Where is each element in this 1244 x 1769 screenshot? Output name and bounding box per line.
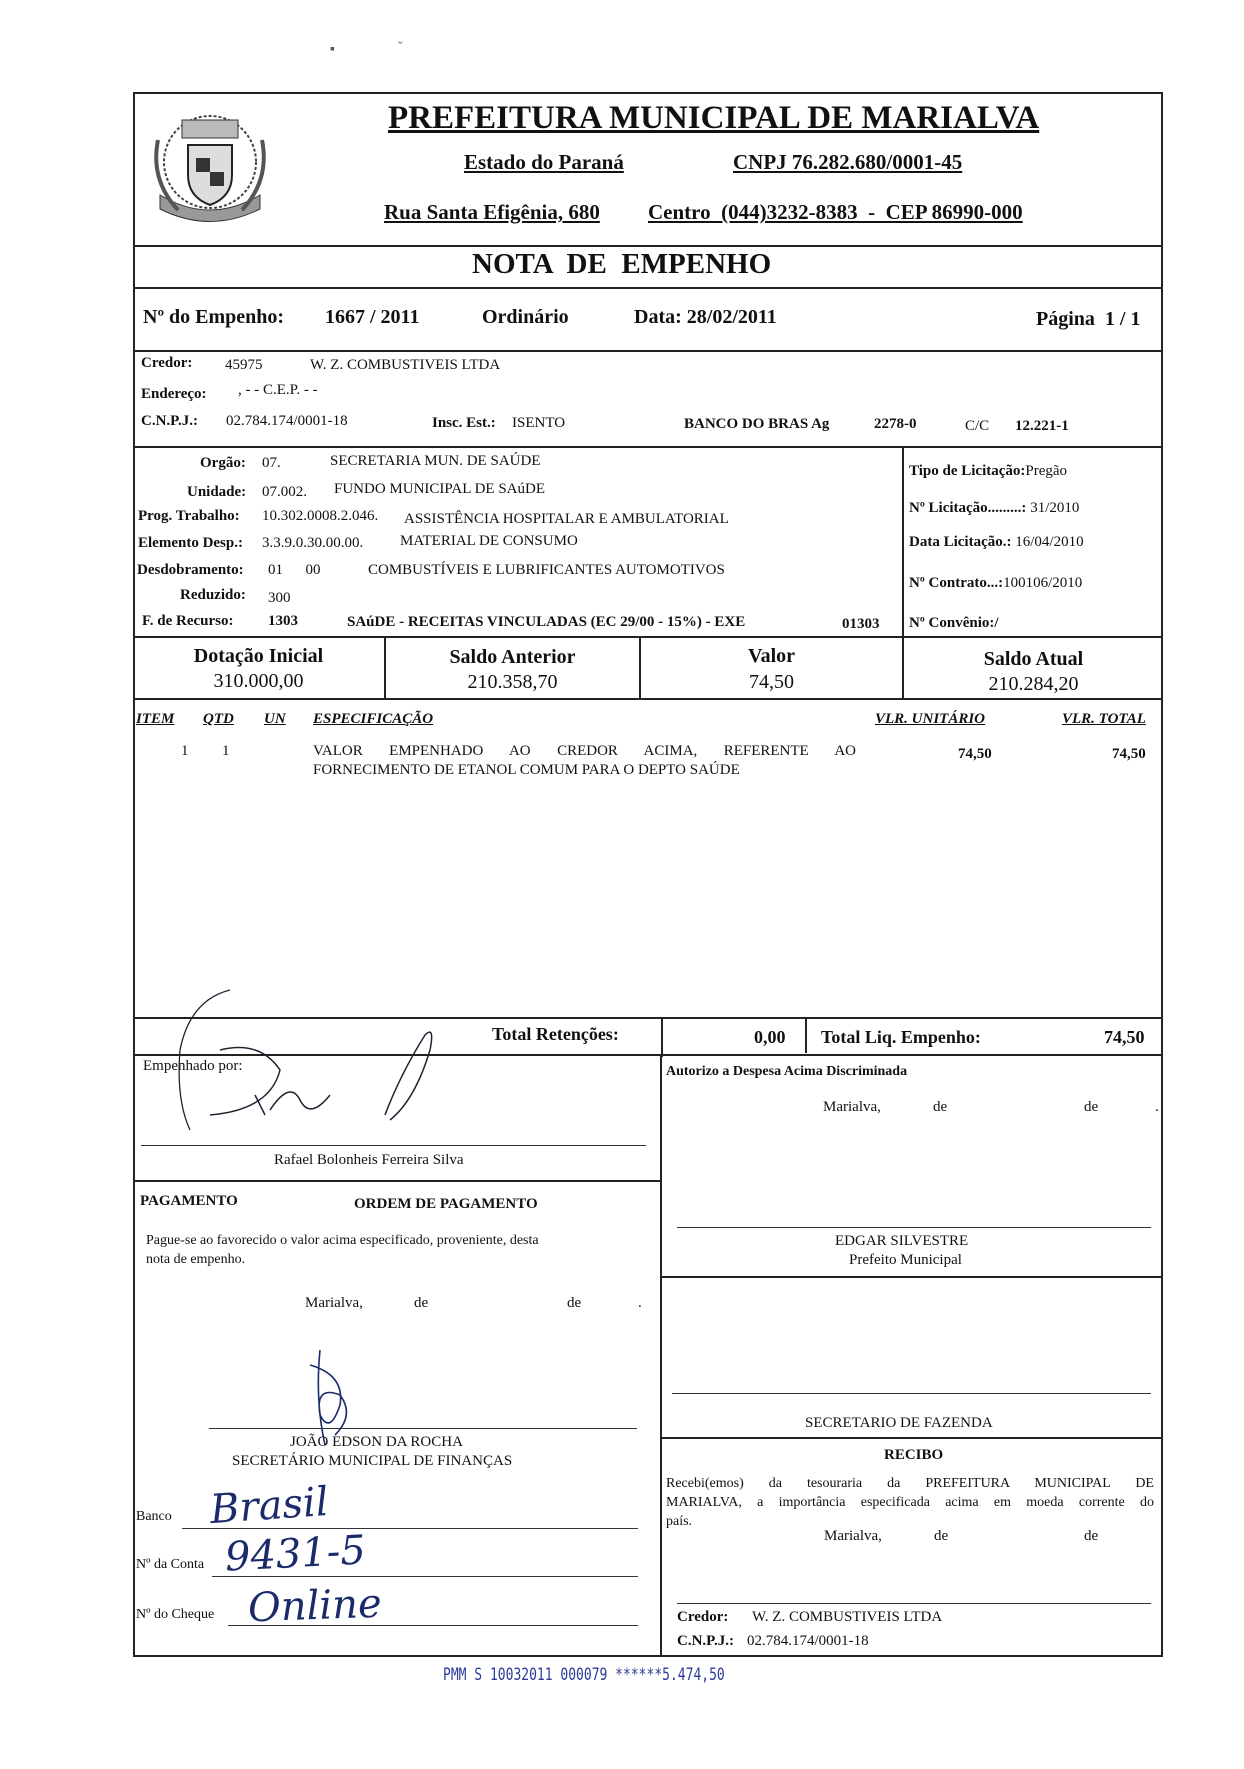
contrato-text: Nº Contrato...: <box>909 575 1004 591</box>
autorizo-de1: de <box>933 1099 948 1115</box>
row-item: 1 <box>181 743 189 759</box>
convenio-label: Nº Convênio:/ <box>909 615 999 631</box>
signature-empenhado <box>160 980 520 1170</box>
recibo-de2: de <box>1084 1528 1099 1544</box>
conta-handwritten: 9431-5 <box>223 1527 367 1581</box>
prog-value: ASSISTÊNCIA HOSPITALAR E AMBULATORIAL <box>404 511 729 527</box>
reduzido-label: Reduzido: <box>180 587 246 603</box>
empenho-number-label: Nº do Empenho: <box>143 306 285 328</box>
tipo-licitacao-text: Tipo de Licitação: <box>909 463 1026 479</box>
agency-value: 2278-0 <box>874 416 917 432</box>
valor-label: Valor <box>747 645 796 667</box>
page-title: PREFEITURA MUNICIPAL DE MARIALVA <box>388 100 1040 136</box>
credor-code: 45975 <box>225 357 263 373</box>
elem-label: Elemento Desp.: <box>138 535 243 551</box>
autorizo-city: Marialva, <box>823 1099 881 1115</box>
cheque-handwritten: Online <box>247 1580 383 1632</box>
credor-label: Credor: <box>141 355 193 371</box>
elem-code: 3.3.9.0.30.00.00. <box>262 535 364 551</box>
insc-label: Insc. Est.: <box>432 415 496 431</box>
fazenda-title: SECRETARIO DE FAZENDA <box>805 1415 993 1431</box>
prefeito-title: Prefeito Municipal <box>849 1252 962 1268</box>
row-qtd: 1 <box>222 743 230 759</box>
retencoes-value: 0,00 <box>754 1027 786 1047</box>
endereco-label: Endereço: <box>141 386 207 402</box>
coat-of-arms-icon <box>140 100 280 240</box>
bank-label: BANCO DO BRAS Ag <box>684 416 830 432</box>
conta-label: Nº da Conta <box>136 1557 205 1572</box>
row-spec-line2: FORNECIMENTO DE ETANOL COMUM PARA O DEPTO SAÚDE <box>313 762 740 778</box>
recurso-label: F. de Recurso: <box>142 613 234 629</box>
cheque-label: Nº do Cheque <box>136 1607 215 1622</box>
empenhado-name: Rafael Bolonheis Ferreira Silva <box>274 1152 464 1168</box>
unidade-value: FUNDO MUNICIPAL DE SAúDE <box>334 481 545 497</box>
autorizo-dot: . <box>1155 1099 1159 1115</box>
cnpj-creditor-value: 02.784.174/0001-18 <box>226 413 348 429</box>
recurso-code: 1303 <box>268 613 298 629</box>
doc-title: NOTA DE EMPENHO <box>472 248 772 280</box>
secretario-title: SECRETÁRIO MUNICIPAL DE FINANÇAS <box>232 1453 513 1469</box>
recurso-number: 01303 <box>842 616 880 632</box>
col-qtd: QTD <box>203 711 234 727</box>
secretario-name: JOÃO EDSON DA ROCHA <box>290 1434 463 1450</box>
pagamento-city: Marialva, <box>305 1295 363 1311</box>
cnpj-label: CNPJ 76.282.680/0001-45 <box>733 150 963 174</box>
dotacao-value: 310.000,00 <box>213 670 304 692</box>
state-label: Estado do Paraná <box>464 150 624 174</box>
contrato-label <box>909 575 1082 592</box>
elem-value: MATERIAL DE CONSUMO <box>400 533 578 549</box>
recibo-credor-label: Credor: <box>677 1609 729 1625</box>
prefeito-name: EDGAR SILVESTRE <box>835 1233 969 1249</box>
signature-secretario <box>300 1345 380 1445</box>
insc-value: ISENTO <box>512 415 566 431</box>
recibo-city: Marialva, <box>824 1528 882 1544</box>
saldo-atual-label: Saldo Atual <box>983 648 1084 670</box>
recurso-value: SAúDE - RECEITAS VINCULADAS (EC 29/00 - 15%) - EXE <box>347 614 746 630</box>
scan-mark: ˇ <box>398 40 403 55</box>
reduzido-value: 300 <box>268 590 291 606</box>
dotacao-label: Dotação Inicial <box>193 645 324 667</box>
desd-value: COMBUSTÍVEIS E LUBRIFICANTES AUTOMOTIVOS <box>368 562 725 578</box>
contact-label: Centro (044)3232-8383 - CEP 86990-000 <box>648 200 1023 224</box>
recibo-de1: de <box>934 1528 949 1544</box>
num-licitacao-value: 31/2010 <box>1030 500 1080 516</box>
col-un: UN <box>264 711 286 727</box>
num-licitacao-label <box>909 500 1079 517</box>
num-licitacao-text: Nº Licitação.........: <box>909 500 1027 516</box>
cc-value: 12.221-1 <box>1015 418 1069 434</box>
address-label: Rua Santa Efigênia, 680 <box>384 200 600 224</box>
recibo-line3: país. <box>666 1514 693 1529</box>
row-total-value: 74,50 <box>1112 746 1146 762</box>
pagamento-de2: de <box>567 1295 582 1311</box>
pagamento-dot: . <box>638 1295 642 1311</box>
recibo-line2: MARIALVA, a importância especificada acima em moeda corrente do <box>666 1495 1154 1510</box>
recibo-line1: Recebi(emos) da tesouraria da PREFEITURA MUNICIPAL DE <box>666 1476 1154 1491</box>
cnpj-creditor-label: C.N.P.J.: <box>141 413 198 429</box>
recibo-cnpj-label: C.N.P.J.: <box>677 1633 734 1649</box>
autorizo-label: Autorizo a Despesa Acima Discriminada <box>666 1064 908 1079</box>
cc-label: C/C <box>965 418 990 434</box>
unidade-label: Unidade: <box>187 484 247 500</box>
tipo-licitacao-value: Pregão <box>1025 463 1068 479</box>
data-licitacao-text: Data Licitação.: <box>909 534 1012 550</box>
col-total-value: VLR. TOTAL <box>1062 711 1146 727</box>
scan-mark: ▪ <box>330 42 335 57</box>
col-spec: ESPECIFICAÇÃO <box>313 711 434 727</box>
ordem-pagamento-title: ORDEM DE PAGAMENTO <box>354 1196 538 1212</box>
endereco-value: , - - C.E.P. - - <box>238 382 318 398</box>
empenhado-label: Empenhado por: <box>143 1058 243 1074</box>
orgao-label: Orgão: <box>200 455 246 471</box>
orgao-code: 07. <box>262 455 281 471</box>
valor-value: 74,50 <box>749 671 794 693</box>
col-item: ITEM <box>136 711 175 727</box>
pague-text-line2: nota de empenho. <box>146 1252 246 1267</box>
pagamento-de1: de <box>414 1295 429 1311</box>
recibo-cnpj-value: 02.784.174/0001-18 <box>747 1633 869 1649</box>
recibo-title: RECIBO <box>884 1447 944 1463</box>
prog-code: 10.302.0008.2.046. <box>262 508 379 524</box>
data-licitacao-label <box>909 534 1084 551</box>
tipo-licitacao-label <box>909 463 1067 480</box>
page-number: Página 1 / 1 <box>1036 308 1141 330</box>
prog-label: Prog. Trabalho: <box>138 508 240 524</box>
recibo-credor-value: W. Z. COMBUSTIVEIS LTDA <box>752 1609 943 1625</box>
autorizo-de2: de <box>1084 1099 1099 1115</box>
orgao-value: SECRETARIA MUN. DE SAÚDE <box>330 453 541 469</box>
empenho-number: 1667 / 2011 <box>325 306 420 328</box>
col-unit-value: VLR. UNITÁRIO <box>875 711 986 727</box>
row-spec-line1: VALOR EMPENHADO AO CREDOR ACIMA, REFERENTE AO <box>313 743 856 759</box>
pague-text-line1: Pague-se ao favorecido o valor acima especificado, proveniente, desta <box>146 1233 539 1248</box>
pagamento-title: PAGAMENTO <box>140 1193 238 1209</box>
empenho-date: Data: 28/02/2011 <box>634 306 777 328</box>
empenho-type: Ordinário <box>482 306 569 328</box>
banco-handwritten: Brasil <box>208 1478 330 1534</box>
row-unit-value: 74,50 <box>958 746 992 762</box>
saldo-anterior-value: 210.358,70 <box>467 671 558 693</box>
credor-name: W. Z. COMBUSTIVEIS LTDA <box>310 357 501 373</box>
payment-stamp: PMM S 10032011 000079 ******5.474,50 <box>443 1665 725 1686</box>
desd-code: 01 00 <box>268 562 321 578</box>
retencoes-label: Total Retenções: <box>492 1024 619 1044</box>
saldo-anterior-label: Saldo Anterior <box>449 646 576 668</box>
contrato-value: 100106/2010 <box>1003 575 1083 591</box>
liquido-value: 74,50 <box>1104 1027 1145 1047</box>
liquido-label: Total Liq. Empenho: <box>821 1027 981 1047</box>
banco-label: Banco <box>136 1509 172 1524</box>
data-licitacao-value: 16/04/2010 <box>1015 534 1084 550</box>
desd-label: Desdobramento: <box>137 562 244 578</box>
saldo-atual-value: 210.284,20 <box>988 673 1079 695</box>
unidade-code: 07.002. <box>262 484 307 500</box>
